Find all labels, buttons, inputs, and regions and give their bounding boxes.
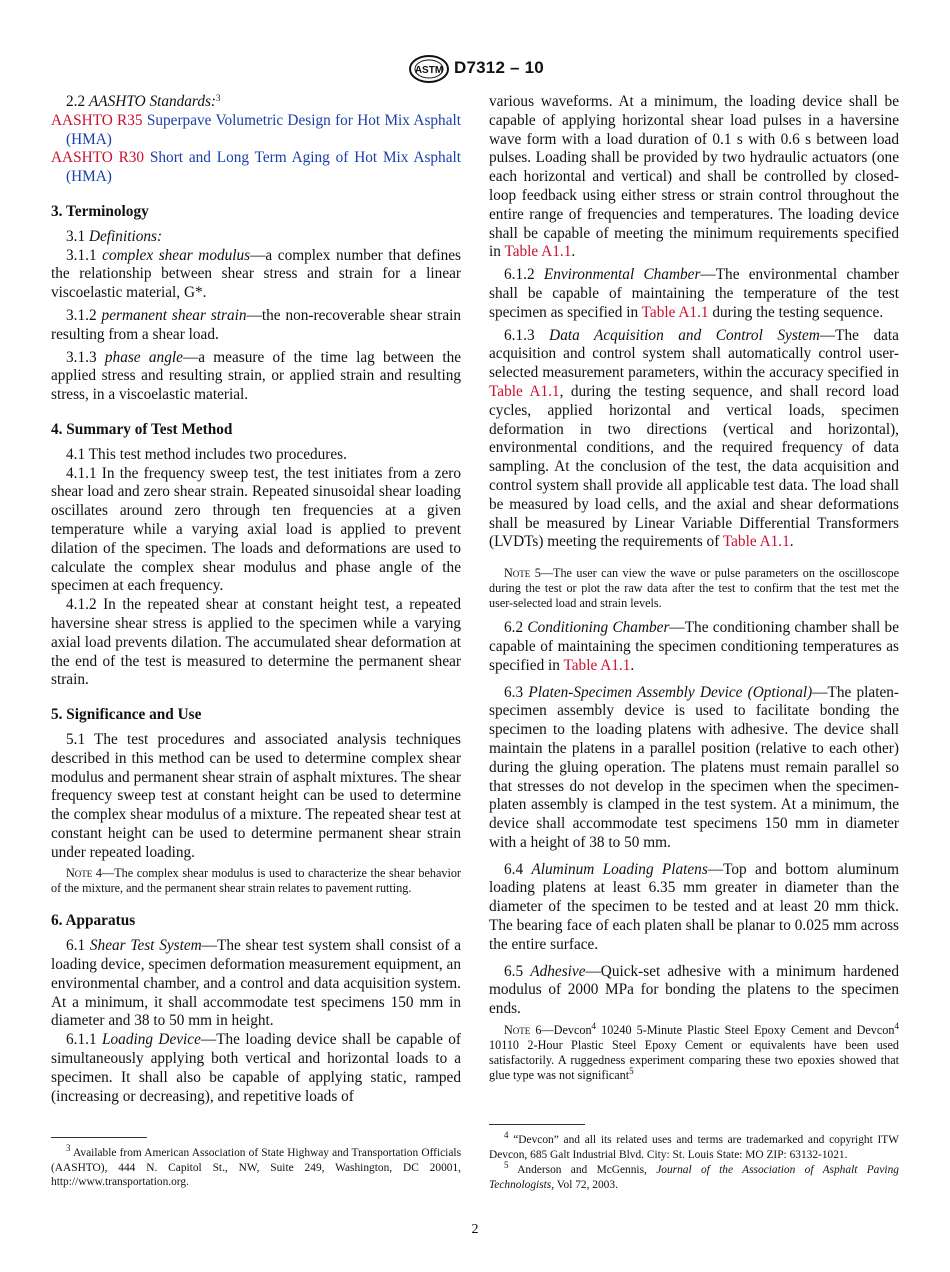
section-6-4: 6.4 Aluminum Loading Platens—Top and bottom aluminum loading platens at least 6.35 mm greater in diameter than the diameter of the specimen to be tested and at least 20 mm thick. The bearing face of each platen shall be planar to 0.025 mm across the entire surface. (489, 860, 899, 953)
table-a1-1-link[interactable]: Table A1.1 (722, 533, 790, 551)
document-id: D7312 – 10 (454, 58, 544, 77)
section-4-1-1: 4.1.1 In the frequency sweep test, the test initiates from a zero shear load and zero shear strain. Repeated sinusoidal shear loading oscillates around zero through ten frequencies at a given temperature while a varying axial load is applied to prevent dilation of the specimen. The loads and deformations are used to calculate the complex shear modulus and phase angle of the specimen at each frequency. (51, 464, 461, 595)
section-6-5: 6.5 Adhesive—Quick-set adhesive with a minimum hardened modulus of 2000 MPa for bonding the platens to the specimen ends. (489, 962, 899, 1018)
table-a1-1-link[interactable]: Table A1.1 (489, 382, 560, 400)
aashto-r30-title-link[interactable]: Short and Long Term Aging of Hot Mix Asphalt (HMA) (66, 149, 461, 186)
section-3-1-2: 3.1.2 permanent shear strain—the non-recoverable shear strain resulting from a shear load. (51, 306, 462, 343)
aashto-r35-title-link[interactable]: Superpave Volumetric Design for Hot Mix Asphalt (HMA) (66, 111, 461, 148)
astm-logo-text: ASTM (414, 65, 444, 76)
note-4: Note 4—The complex shear modulus is used to characterize the shear behavior of the mixture, and the permanent shear strain relates to pavement rutting. (51, 866, 461, 896)
section-2-2-title: AASHTO Standards: (88, 93, 217, 110)
section-6-1: 6.1 Shear Test System—The shear test system shall consist of a loading device, specimen deformation measurement equipment, an environmental chamber, and a control and data acquisition system. At a minimum, it shall accommodate test specimens 150 mm in diameter and 38 to 50 mm in height. (51, 937, 461, 1030)
footnote-divider-right (489, 1124, 585, 1125)
reference-aashto-r30 (51, 149, 461, 187)
table-a1-1-link[interactable]: Table A1.1 (563, 656, 631, 674)
section-3-1-1: 3.1.1 complex shear modulus—a complex number that defines the relationship between shear stress and strain for a linear viscoelastic material, G*. (51, 246, 462, 302)
astm-logo-icon (408, 54, 450, 84)
footnote-5: $^5$ Anderson and McGennis, Journal of the Association of Asphalt Paving Technologists, Vol 72, 2003. (489, 1160, 899, 1191)
section-6-heading: 6. Apparatus (51, 912, 136, 930)
section-6-1-1: 6.1.1 Loading Device—The loading device shall be capable of simultaneously applying both vertical and horizontal loads to a specimen. It shall also be capable of applying static, ramped (increasing or decreasing), and repetitive loads of (51, 1031, 462, 1105)
section-3-1-3: 3.1.3 phase angle—a measure of the time lag between the applied stress and resulting strain, or applied strain and resulting stress, in a viscoelastic material. (51, 348, 462, 404)
page-header (0, 54, 950, 90)
footnote-3: $^3$ Available from American Association of State Highway and Transportation Officials (AASHTO), 444 N. Capitol St., NW, Suite 249, Washington, DC 20001, http://www.transportation.org. (51, 1143, 461, 1189)
aashto-r30-link[interactable]: AASHTO R30 (51, 149, 145, 167)
note-6: Note 6—Devcon$^4$ 10240 5-Minute Plastic Steel Epoxy Cement and Devcon$^4$ 10110 2-Hour Plastic Steel Epoxy Cement or equivalents have been used satisfactorily. A ruggedness experiment comparing these two epoxies showed that glue type was not significant$^5$ (489, 1021, 899, 1083)
section-3-1: 3.1 Definitions: (66, 227, 163, 245)
aashto-r35-link[interactable]: AASHTO R35 (51, 111, 143, 129)
footnote-4: $^4$ “Devcon” and all its related uses and terms are trademarked and copyright ITW Devcon, 685 Galt Industrial Blvd. City: St. Louis State: MO ZIP: 63132-1021. (489, 1130, 899, 1161)
section-2-2: 2.2 AASHTO Standards:$^3$ (66, 93, 221, 110)
table-a1-1-link[interactable]: Table A1.1 (641, 303, 709, 321)
note-5: Note 5—The user can view the wave or pulse parameters on the oscilloscope during the test or plot the raw data after the test to confirm that the test met the user-selected load and strain levels. (489, 566, 899, 611)
table-a1-1-link[interactable]: Table A1.1 (504, 243, 572, 261)
section-6-3: 6.3 Platen-Specimen Assembly Device (Optional)—The platen-specimen assembly device is used to facilitate bonding the specimen to the loading platens with adhesive. The device shall maintain the platens in a parallel position (relative to each other) during the gluing operation. The platens must remain parallel so that stresses do not develop in the specimen when the specimen-platen assembly is clamped in the test system. At a minimum, the device shall accommodate test specimens 150 mm in diameter with a height of 38 to 50 mm. (489, 683, 899, 851)
section-5-heading: 5. Significance and Use (51, 706, 202, 724)
section-4-1: 4.1 This test method includes two procedures. (66, 445, 347, 463)
section-6-1-2: 6.1.2 Environmental Chamber—The environmental chamber shall be capable of maintaining the temperature of the test specimen as specified in Table A1.1 during the testing sequence. (489, 266, 900, 321)
section-4-heading: 4. Summary of Test Method (51, 420, 233, 438)
reference-aashto-r35 (51, 112, 461, 150)
section-5-1: 5.1 The test procedures and associated analysis techniques described in this method can be used to determine complex shear modulus and permanent shear strain of asphalt mixtures. The shear frequency sweep test at constant height can be used to determine the complex shear modulus of a mixture. The repeated shear test at constant height can be used to determine permanent shear strain under repeated loading. (51, 730, 461, 861)
section-6-1-1-continued: various waveforms. At a minimum, the loading device shall be capable of applying horizontal shear load pulses in a haversine wave form with a load duration of 0.1 s with 0.6 s between load pulses. Loading shall be provided by two hydraulic actuators (one each horizontal and vertical) and shall be controlled by closed-loop feedback using either stress or strain control throughout the entire range of frequencies and temperatures. The loading device shall be capable of meeting the minimum requirements specified in Table A1.1. (489, 93, 899, 261)
left-column (51, 93, 461, 1106)
section-4-1-2: 4.1.2 In the repeated shear at constant height test, a repeated haversine shear stress is applied to the specimen while a varying axial load prevents dilation. The accumulated shear deformation at the end of the test is measured to determine the permanent shear strain. (51, 596, 461, 689)
footnote-divider-left (51, 1137, 147, 1138)
page-number: 2 (471, 1222, 479, 1237)
section-6-2: 6.2 Conditioning Chamber—The conditioning chamber shall be capable of maintaining the specimen conditioning temperatures as specified in Table A1.1. (489, 619, 899, 674)
right-column (489, 93, 899, 1083)
section-3-heading: 3. Terminology (51, 202, 149, 220)
section-6-1-3: 6.1.3 Data Acquisition and Control System—The data acquisition and control system shall automatically control user-selected measurement parameters, within the accuracy specified in Table A1.1, during the testing sequence, and shall record load cycles, applied horizontal and vertical loads, specimen deformation in two directions (vertical and horizontal), environmental conditions, and the required frequency of data sampling. At the conclusion of the test, the data acquisition and control system shall provide all applicable test data. The load shall be measured by load cells, and the axial and shear deformations shall be measured by Linear Variable Differential Transformers (LVDTs) meeting the requirements of Table A1.1. (489, 326, 900, 551)
